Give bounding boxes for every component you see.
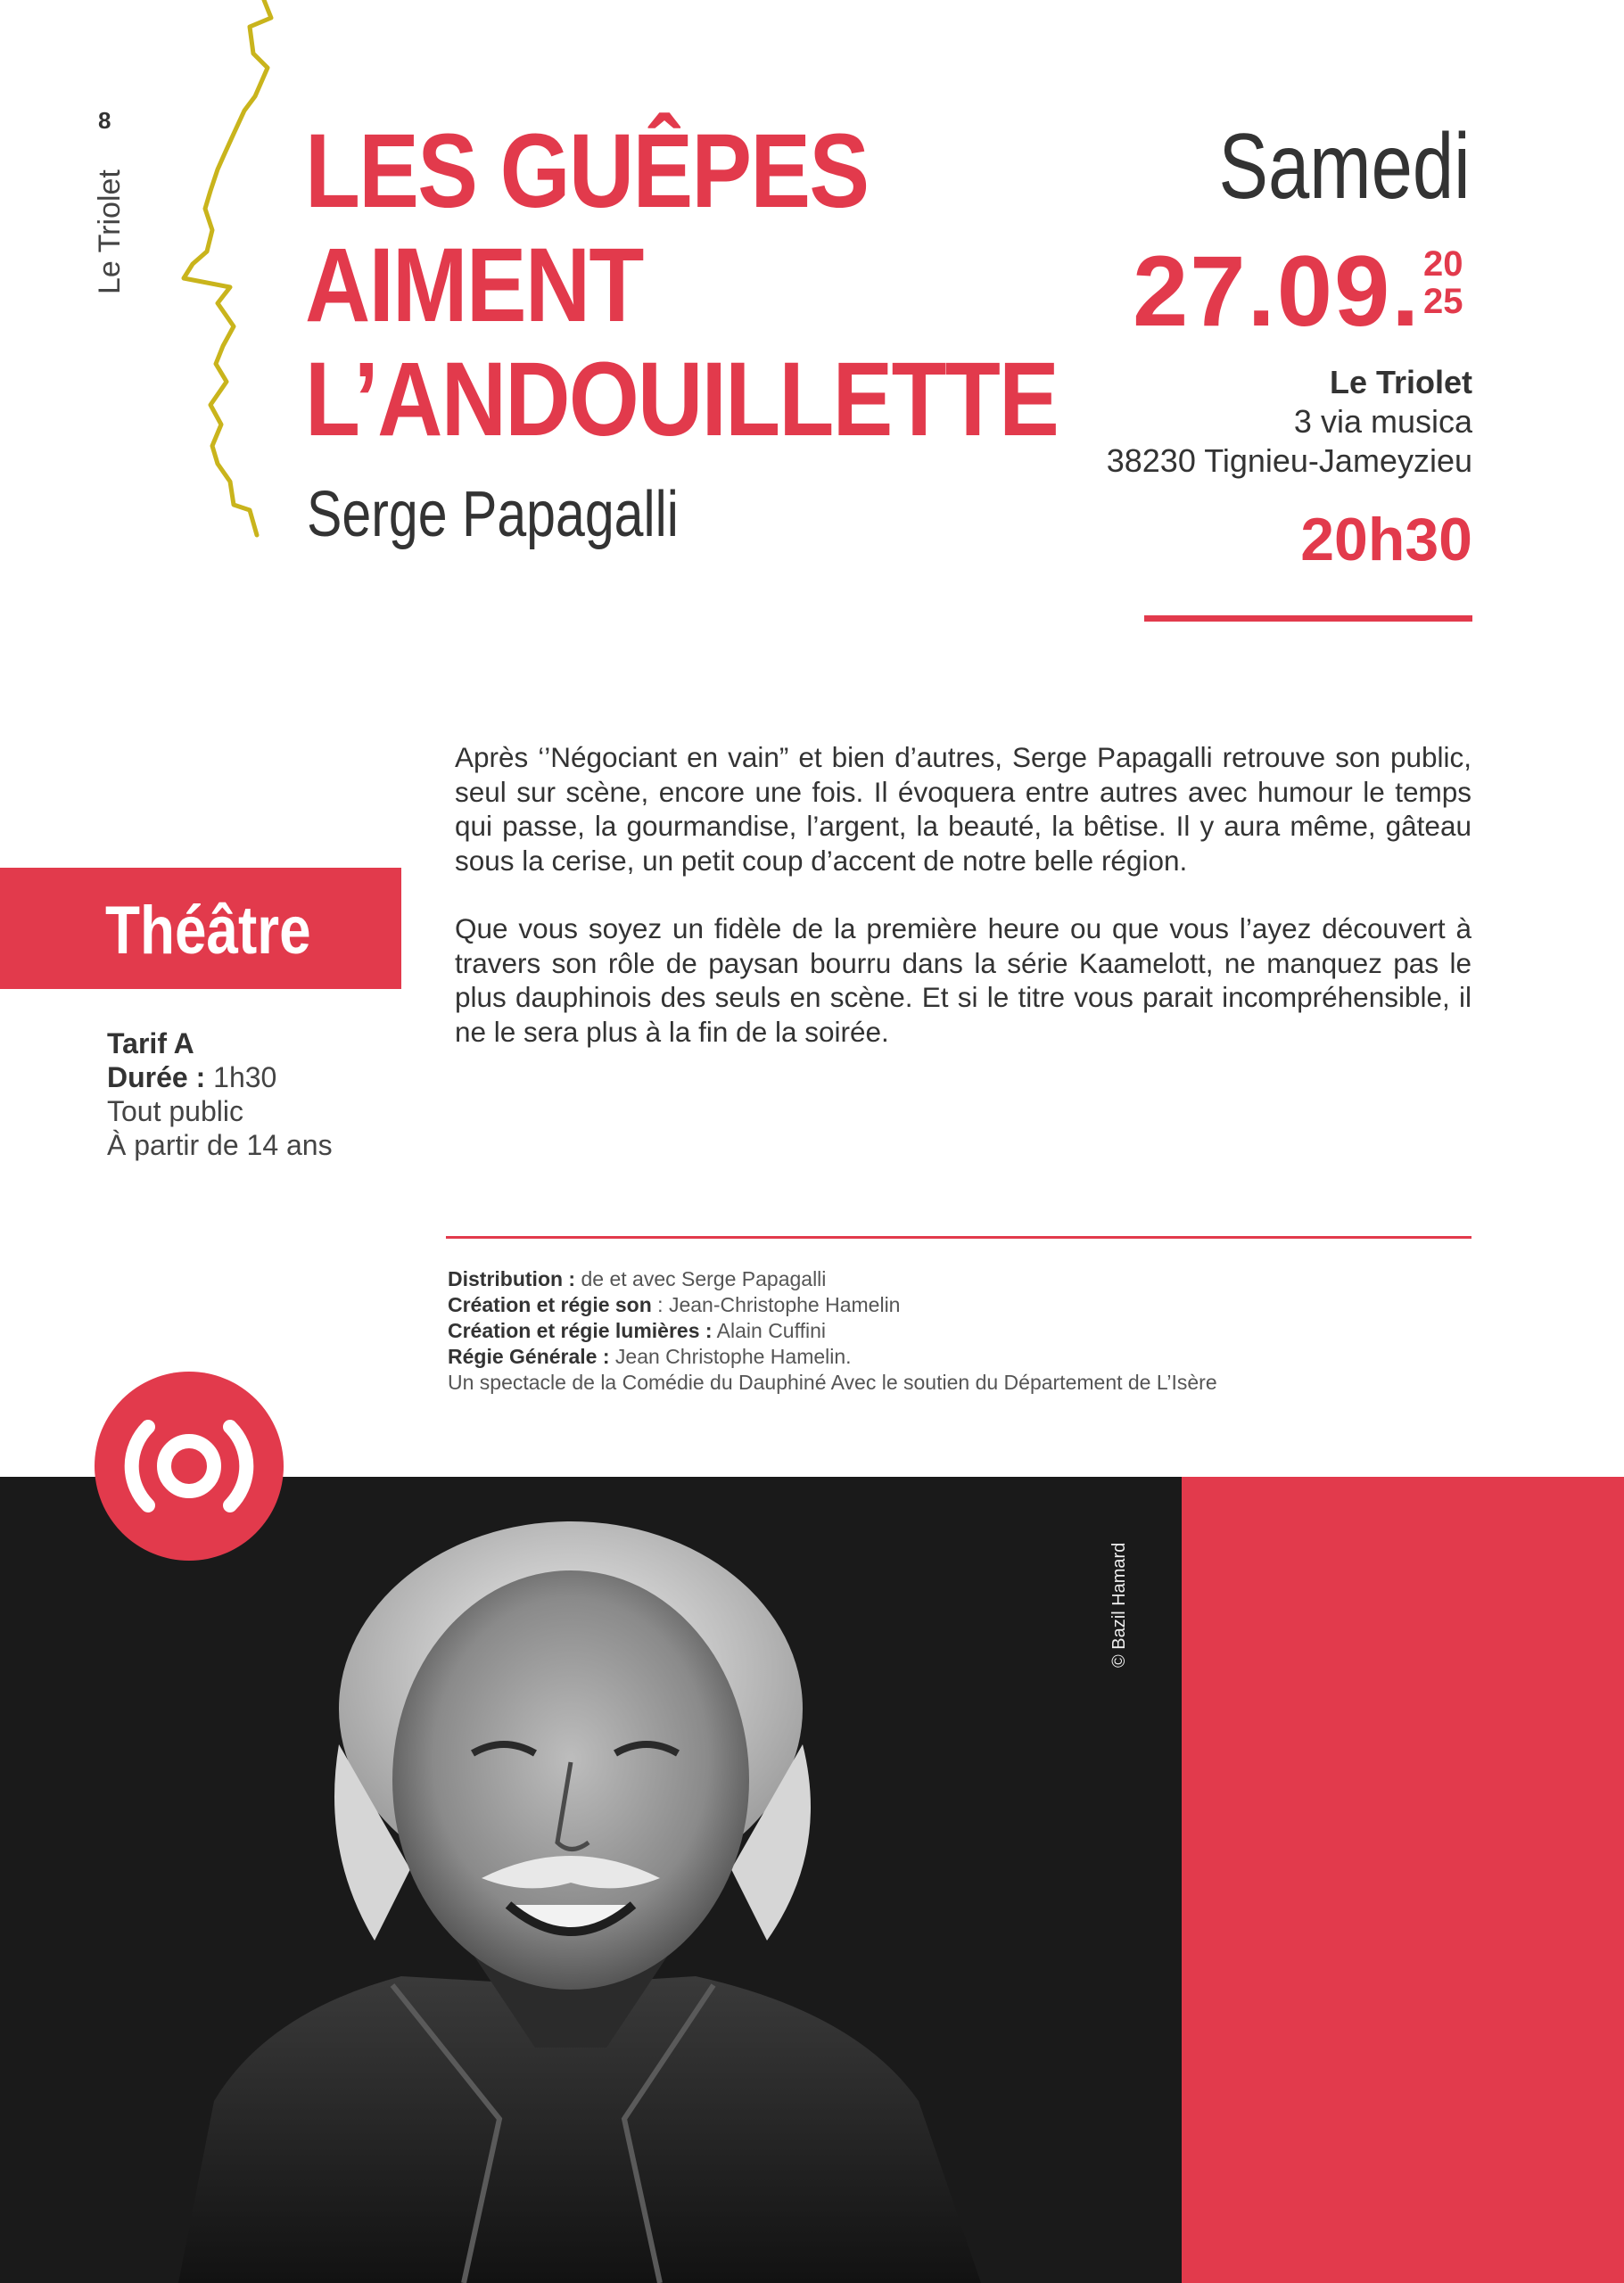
credit-value: Un spectacle de la Comédie du Dauphiné Avec le soutien du Département de L’Isère xyxy=(448,1371,1217,1394)
category-label: Théâtre xyxy=(105,893,311,968)
title-line-2: AIMENT xyxy=(305,227,643,344)
info-duree-value: 1h30 xyxy=(213,1061,277,1093)
credit-label: Création et régie son xyxy=(448,1293,652,1316)
credit-line xyxy=(448,1318,826,1344)
photo-credit: © Bazil Hamard xyxy=(1109,1542,1129,1668)
credit-line xyxy=(448,1370,1217,1396)
venue-street: 3 via musica xyxy=(1293,403,1472,440)
credit-value: Jean Christophe Hamelin. xyxy=(609,1345,852,1368)
credit-line xyxy=(448,1266,826,1292)
side-venue-label: Le Triolet xyxy=(93,169,127,294)
title-line-1: LES GUÊPES xyxy=(305,112,869,230)
info-tarif: Tarif A xyxy=(107,1027,194,1059)
show-time: 20h30 xyxy=(1300,506,1472,573)
day-name: Samedi xyxy=(1218,115,1471,218)
info-public: Tout public xyxy=(107,1095,243,1127)
credit-line xyxy=(448,1292,900,1318)
credit-label: Distribution : xyxy=(448,1267,576,1290)
title-line-3: L’ANDOUILLETTE xyxy=(305,341,1059,458)
credit-label: Création et régie lumières : xyxy=(448,1319,713,1342)
description-paragraph-1: Après ‘’Négociant en vain” et bien d’autres, Serge Papagalli retrouve son public, seul sur scène, encore une fois. Il évoquera entre autres avec humour le temps qui passe, la gourmandise, l’argent, la beauté, la bêtise. Il y aura même, gâteau sous la cerise, un petit coup d’accent de notre belle région. xyxy=(455,741,1471,877)
artist-name: Serge Papagalli xyxy=(307,479,679,550)
credit-line xyxy=(448,1344,852,1370)
venue-name: Le Triolet xyxy=(1329,364,1472,400)
red-panel xyxy=(1182,1477,1624,2283)
year-bottom: 25 xyxy=(1423,282,1463,321)
portrait-photo xyxy=(0,1477,1182,2283)
credit-value: Alain Cuffini xyxy=(712,1319,826,1342)
broadcast-icon xyxy=(95,1372,284,1561)
year-top: 20 xyxy=(1423,244,1463,284)
divider xyxy=(1144,615,1472,622)
venue-city: 38230 Tignieu-Jameyzieu xyxy=(1106,442,1472,479)
credit-value: : Jean-Christophe Hamelin xyxy=(651,1293,901,1316)
credit-value: de et avec Serge Papagalli xyxy=(575,1267,827,1290)
page-number: 8 xyxy=(98,107,111,134)
info-duree-label: Durée : xyxy=(107,1061,206,1093)
portrait-illustration xyxy=(0,1477,1182,2283)
skyline-decoration xyxy=(175,0,282,544)
credit-label: Régie Générale : xyxy=(448,1345,610,1368)
info-age: À partir de 14 ans xyxy=(107,1129,333,1161)
description-paragraph-2: Que vous soyez un fidèle de la première heure ou que vous l’ayez découvert à travers son rôle de paysan bourru dans la série Kaamelott, ne manquez pas le plus dauphinois des seuls en scène. Et si le titre vous parait incompréhensible, il ne le sera plus à la fin de la soirée. xyxy=(455,912,1471,1048)
date-day-month: 27.09. xyxy=(1133,235,1422,347)
info-duree xyxy=(107,1061,276,1094)
credits-divider xyxy=(446,1236,1471,1239)
